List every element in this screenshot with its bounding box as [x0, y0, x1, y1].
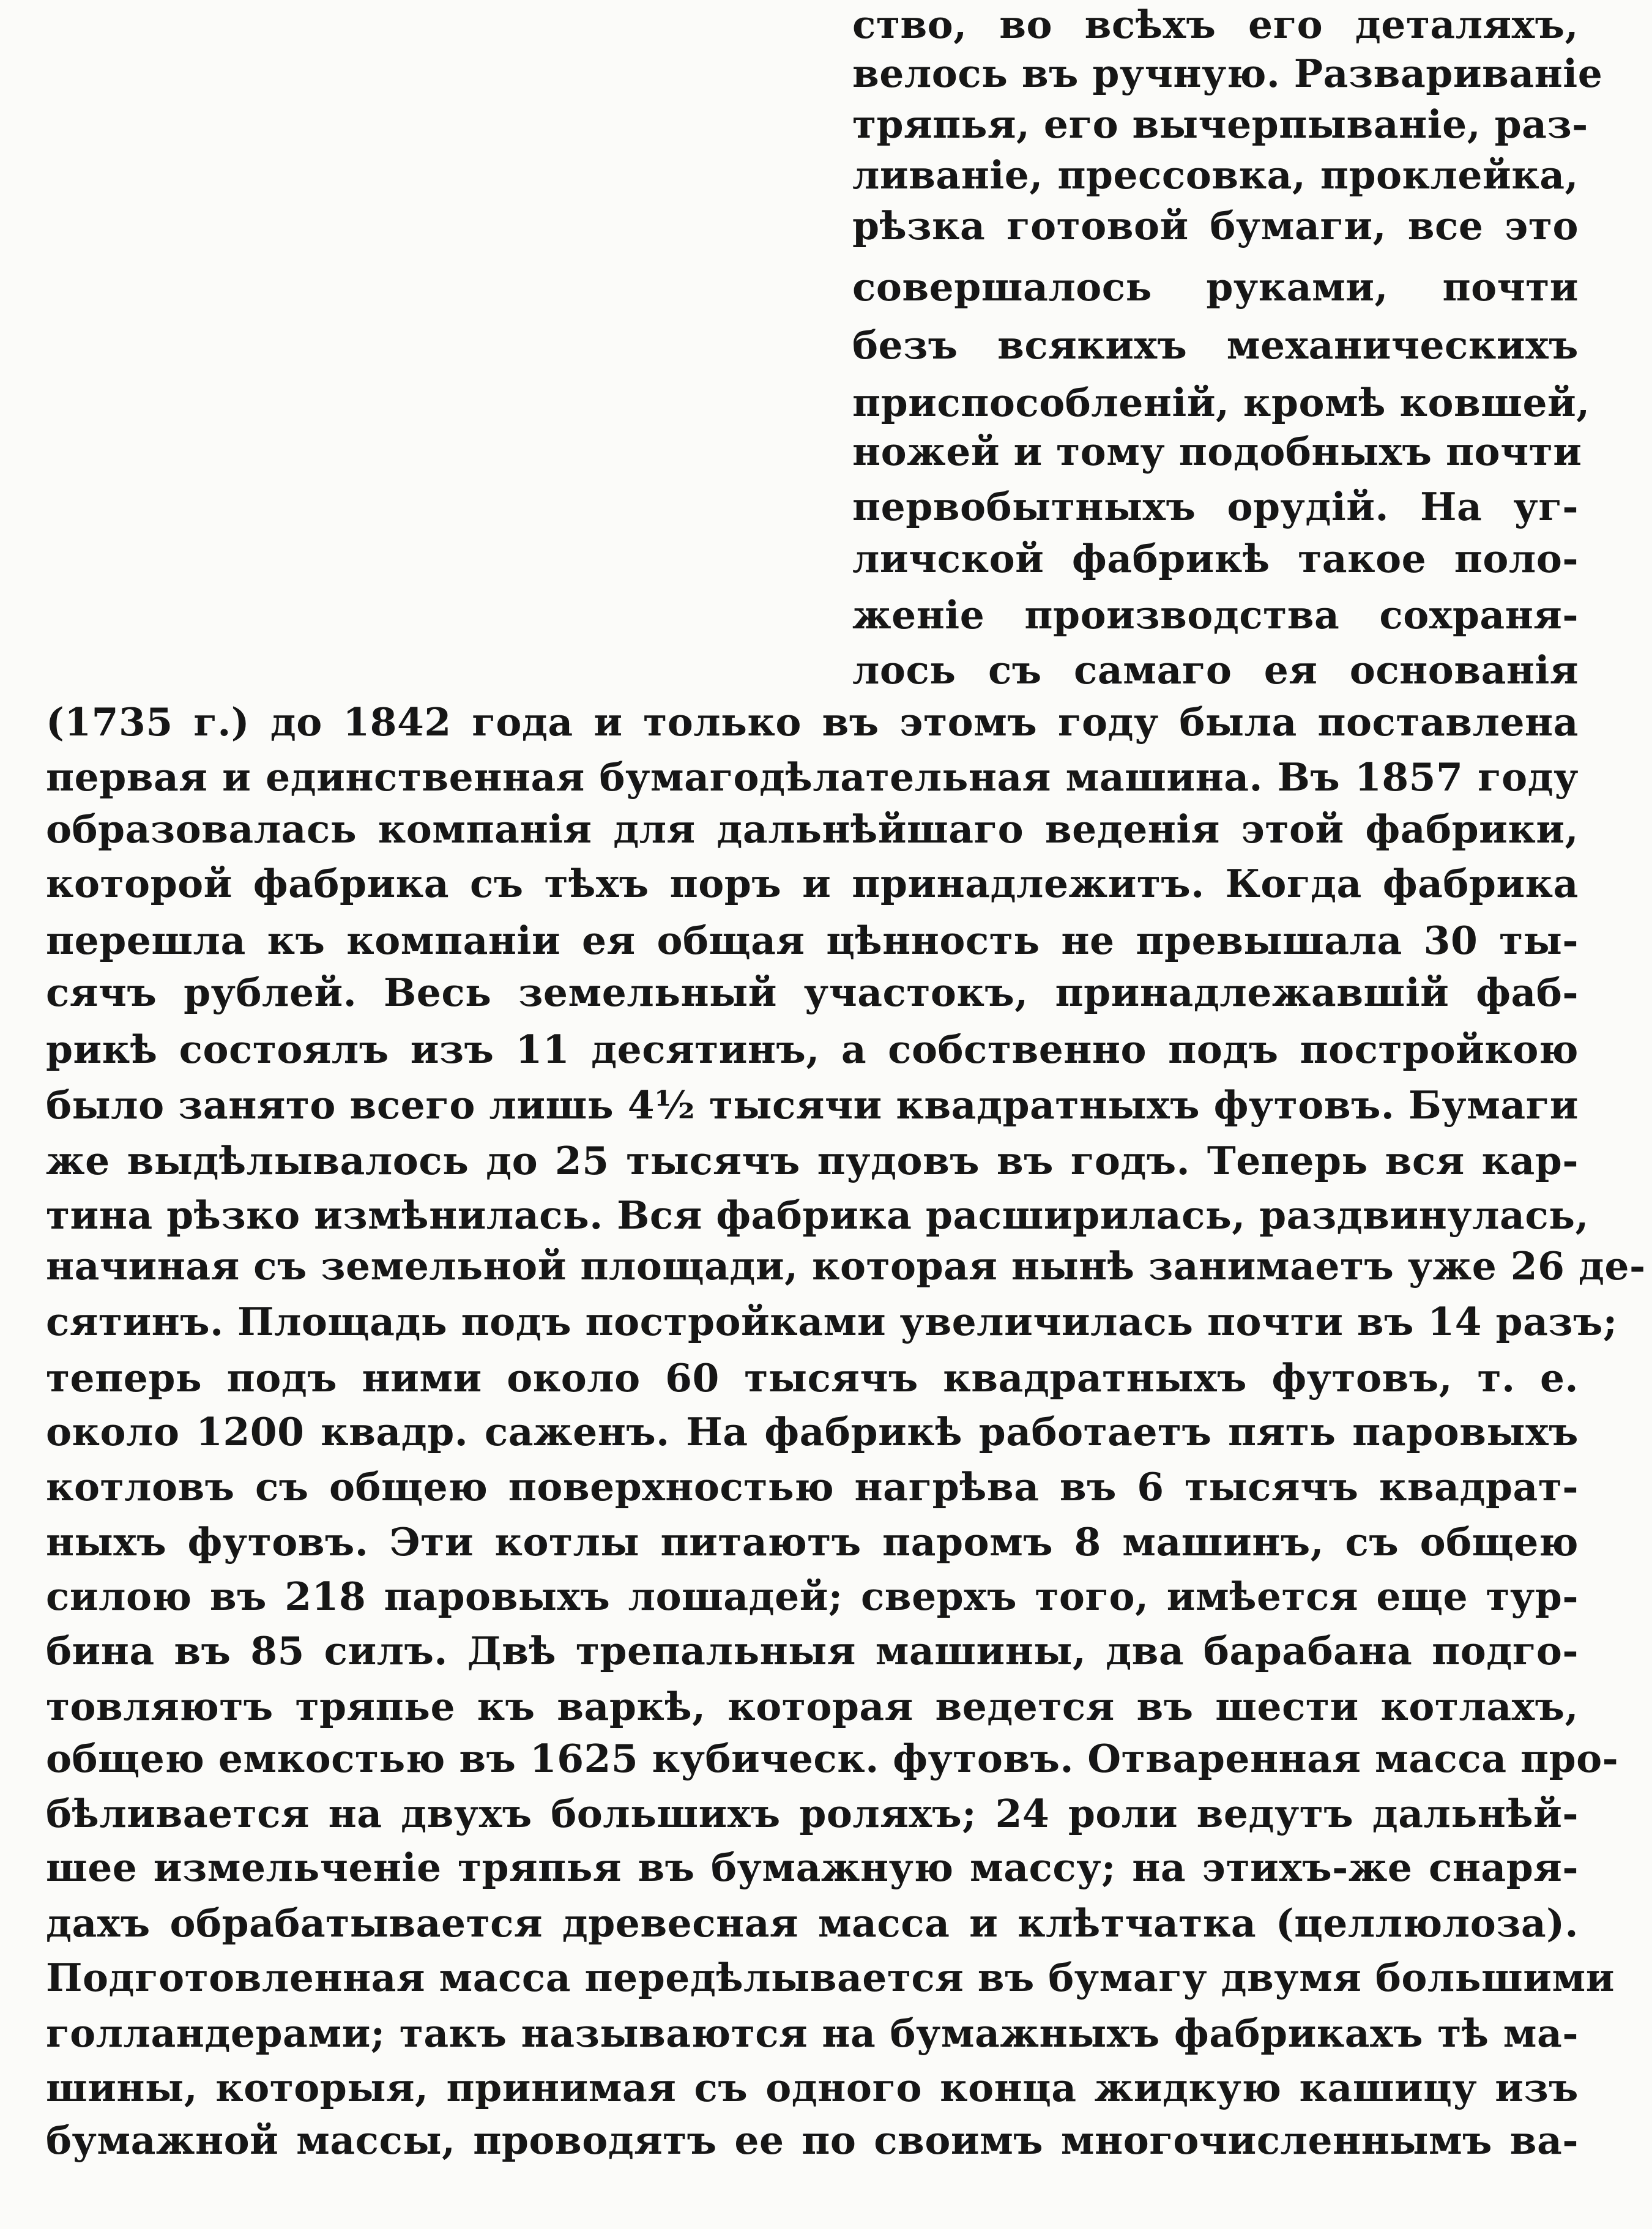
text-line: силою въ 218 паровыхъ лошадей; сверхъ того, имѣется еще тур- — [46, 1574, 1579, 1619]
text-line: было занято всего лишь 4½ тысячи квадратныхъ футовъ. Бумаги — [46, 1082, 1579, 1128]
text-line: бѣливается на двухъ большихъ роляхъ; 24 роли ведутъ дальнѣй- — [46, 1791, 1579, 1836]
text-line: рѣзка готовой бумаги, все это — [852, 203, 1579, 248]
text-line: сятинъ. Площадь подъ постройками увеличилась почти въ 14 разъ; — [46, 1299, 1618, 1344]
text-line: теперь подъ ними около 60 тысячъ квадратныхъ футовъ, т. е. — [46, 1355, 1579, 1401]
text-line: начиная съ земельной площади, которая нынѣ занимаетъ уже 26 де- — [46, 1243, 1646, 1289]
text-line: личской фабрикѣ такое поло- — [852, 536, 1579, 581]
text-line: общею емкостью въ 1625 кубическ. футовъ. Отваренная масса про- — [46, 1736, 1619, 1781]
text-line: ство, во всѣхъ его деталяхъ, — [852, 2, 1579, 47]
text-line: первобытныхъ орудій. На уг- — [852, 484, 1579, 529]
text-line: около 1200 квадр. саженъ. На фабрикѣ работаетъ пять паровыхъ — [46, 1409, 1579, 1454]
text-line: безъ всякихъ механическихъ — [852, 322, 1579, 368]
text-line: ныхъ футовъ. Эти котлы питаютъ паромъ 8 машинъ, съ общею — [46, 1519, 1579, 1565]
text-line: приспособленій, кромѣ ковшей, — [852, 380, 1590, 425]
text-line: бина въ 85 силъ. Двѣ трепальныя машины, два барабана подго- — [46, 1628, 1579, 1673]
text-line: велось въ ручную. Развариваніе — [852, 51, 1603, 96]
text-line: (1735 г.) до 1842 года и только въ этомъ году была поставлена — [46, 699, 1579, 745]
text-line: дахъ обрабатывается древесная масса и клѣтчатка (целлюлоза). — [46, 1900, 1579, 1946]
text-line: которой фабрика съ тѣхъ поръ и принадлежитъ. Когда фабрика — [46, 861, 1579, 906]
text-line: котловъ съ общею поверхностью нагрѣва въ 6 тысячъ квадрат- — [46, 1464, 1579, 1509]
text-line: тина рѣзко измѣнилась. Вся фабрика расширилась, раздвинулась, — [46, 1193, 1589, 1238]
text-line: шины, которыя, принимая съ одного конца жидкую кашицу изъ — [46, 2065, 1579, 2110]
text-line: тряпья, его вычерпываніе, раз- — [852, 102, 1588, 147]
text-line: перешла къ компаніи ея общая цѣнность не превышала 30 ты- — [46, 918, 1579, 963]
text-line: женіе производства сохраня- — [852, 592, 1579, 638]
text-line: товляютъ тряпье къ варкѣ, которая ведется въ шести котлахъ, — [46, 1684, 1579, 1729]
text-line: лось съ самаго ея основанія — [852, 647, 1579, 693]
text-line: первая и единственная бумагодѣлательная машина. Въ 1857 году — [46, 754, 1579, 800]
text-line: рикѣ состоялъ изъ 11 десятинъ, а собственно подъ постройкою — [46, 1027, 1579, 1072]
text-line: сячъ рублей. Весь земельный участокъ, принадлежавшій фаб- — [46, 970, 1579, 1015]
text-line: ливаніе, прессовка, проклейка, — [852, 152, 1579, 198]
text-line: шее измельченіе тряпья въ бумажную массу; на этихъ-же снаря- — [46, 1845, 1579, 1890]
text-line: ножей и тому подобныхъ почти — [852, 429, 1582, 474]
text-line: голландерами; такъ называются на бумажныхъ фабрикахъ тѣ ма- — [46, 2011, 1579, 2056]
text-line: же выдѣлывалось до 25 тысячъ пудовъ въ годъ. Теперь вся кар- — [46, 1138, 1579, 1183]
text-line: образовалась компанія для дальнѣйшаго веденія этой фабрики, — [46, 806, 1579, 852]
text-line: совершалось руками, почти — [852, 264, 1579, 310]
text-line: Подготовленная масса передѣлывается въ бумагу двумя большими — [46, 1955, 1615, 2000]
text-line: бумажной массы, проводятъ ее по своимъ многочисленнымъ ва- — [46, 2118, 1579, 2163]
